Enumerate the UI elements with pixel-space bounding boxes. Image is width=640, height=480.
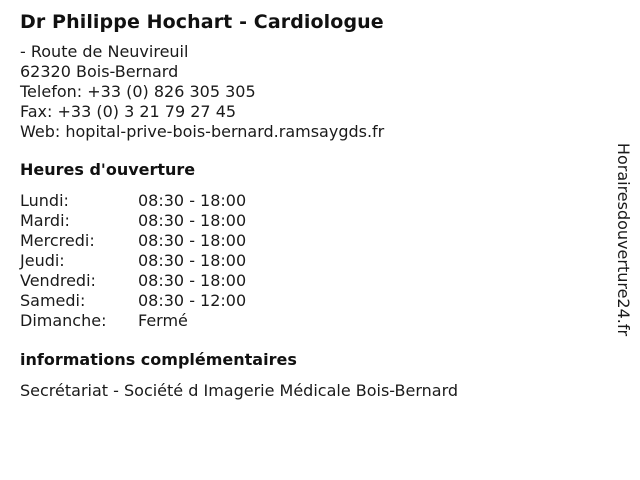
day-label: Dimanche: <box>20 311 107 330</box>
business-info-card <box>20 10 600 401</box>
time-range: 08:30 - 18:00 <box>138 231 247 250</box>
day-label: Vendredi: <box>20 271 96 290</box>
site-watermark <box>612 134 636 344</box>
day-label: Mardi: <box>20 211 70 230</box>
opening-hours-heading: Heures d'ouverture <box>20 160 196 179</box>
day-label: Lundi: <box>20 191 69 210</box>
time-range: 08:30 - 18:00 <box>138 211 247 230</box>
time-range: Fermé <box>138 311 188 330</box>
time-range: 08:30 - 18:00 <box>138 251 247 270</box>
hours-row-sunday <box>20 311 600 331</box>
additional-info-text: Secrétariat - Société d Imagerie Médicale Bois-Bernard <box>20 381 459 400</box>
opening-hours-list <box>20 191 600 331</box>
site-watermark-text: Horairesdouverture24.fr <box>614 142 634 336</box>
hours-row-saturday <box>20 291 600 311</box>
time-range: 08:30 - 12:00 <box>138 291 247 310</box>
hours-row-tuesday <box>20 211 600 231</box>
website-line: Web: hopital-prive-bois-bernard.ramsaygds.fr <box>20 122 385 141</box>
fax-number: Fax: +33 (0) 3 21 79 27 45 <box>20 102 237 121</box>
page-title: Dr Philippe Hochart - Cardiologue <box>20 11 384 33</box>
additional-info-heading: informations complémentaires <box>20 350 297 369</box>
hours-row-monday <box>20 191 600 211</box>
day-label: Mercredi: <box>20 231 95 250</box>
time-range: 08:30 - 18:00 <box>138 271 247 290</box>
hours-row-thursday <box>20 251 600 271</box>
address-block <box>20 42 600 142</box>
hours-row-friday <box>20 271 600 291</box>
phone-number: Telefon: +33 (0) 826 305 305 <box>20 82 256 101</box>
city-postcode: 62320 Bois-Bernard <box>20 62 179 81</box>
day-label: Samedi: <box>20 291 86 310</box>
time-range: 08:30 - 18:00 <box>138 191 247 210</box>
street-address: - Route de Neuvireuil <box>20 42 189 61</box>
day-label: Jeudi: <box>20 251 65 270</box>
hours-row-wednesday <box>20 231 600 251</box>
